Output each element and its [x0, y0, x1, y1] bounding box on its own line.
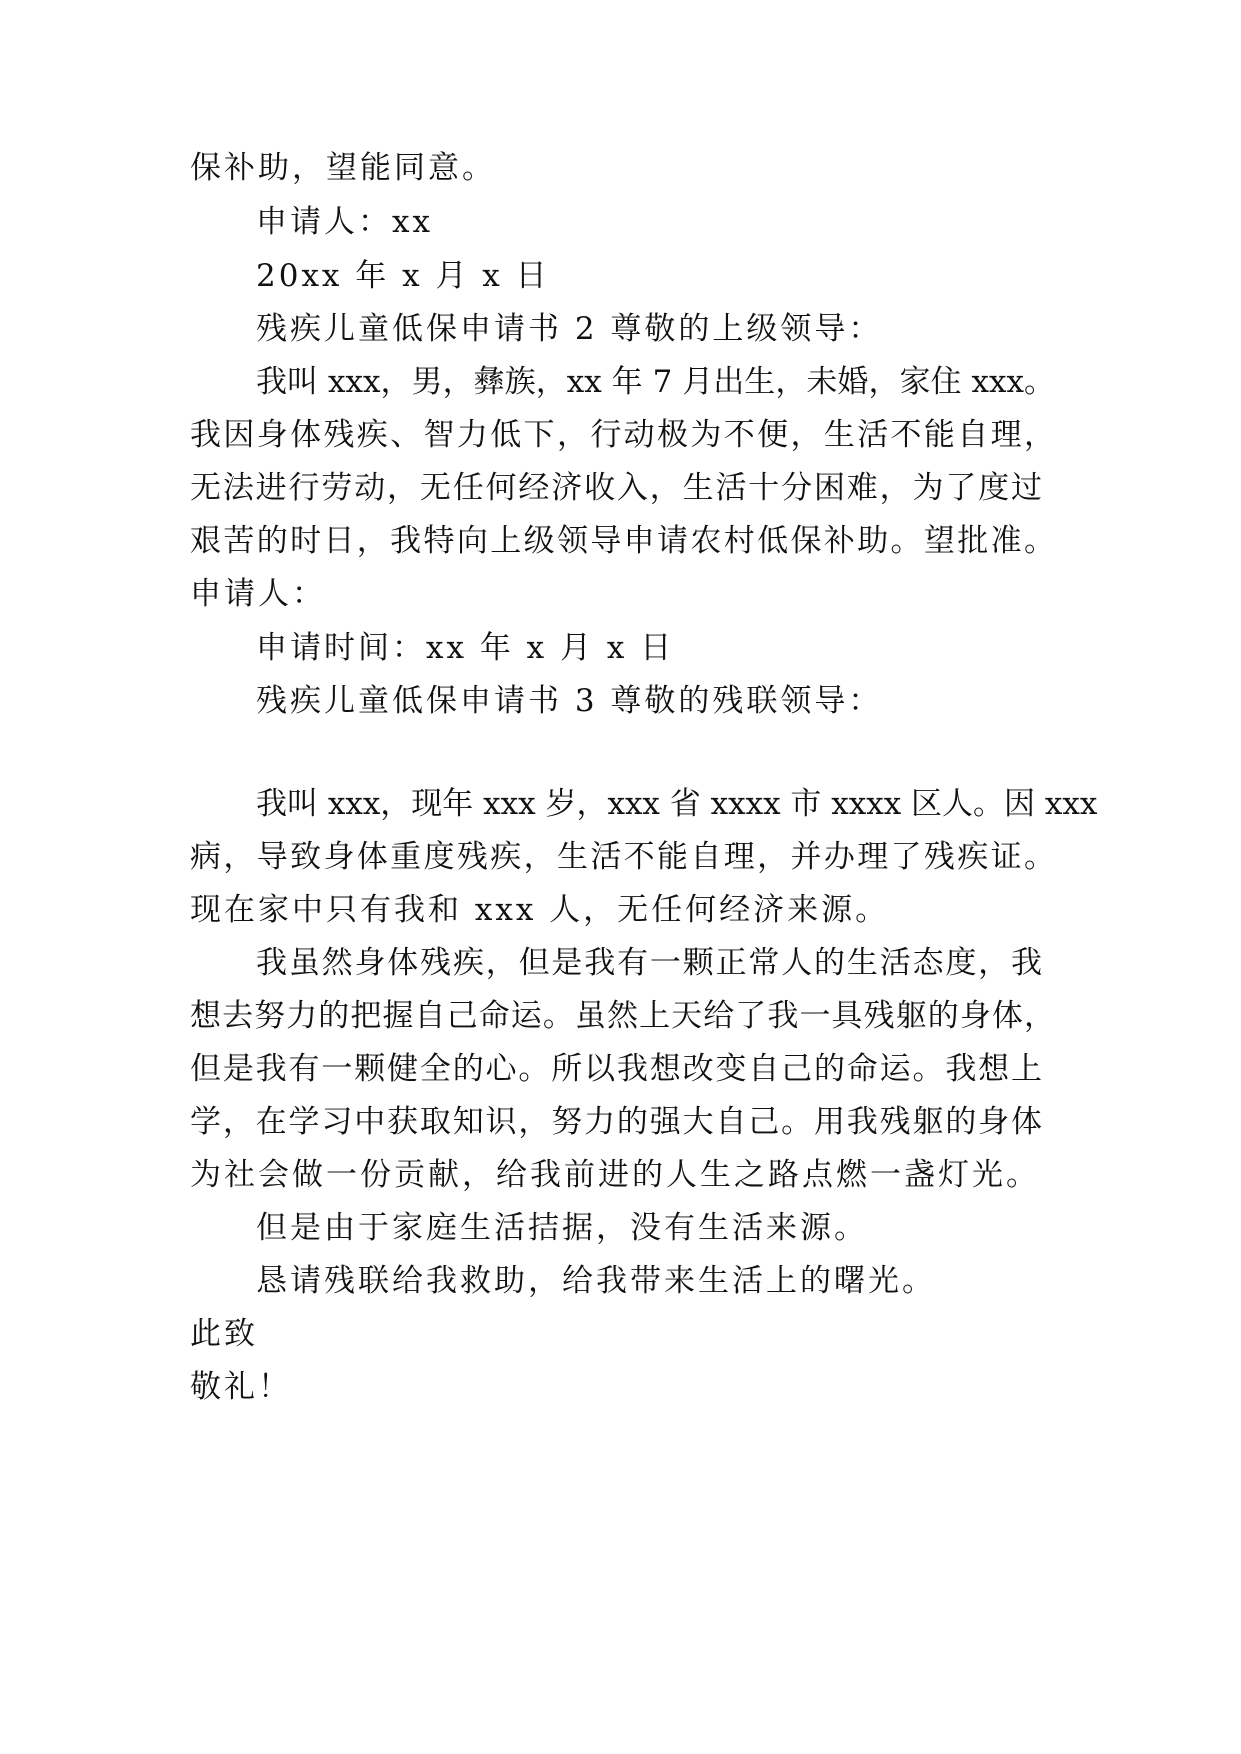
- closing-salutation: 敬礼！: [190, 1369, 292, 1405]
- text-line: 恳请残联给我救助，给我带来生活上的曙光。: [256, 1263, 936, 1299]
- closing-line: 此致: [190, 1316, 258, 1352]
- text-line: 申请时间：xx 年 x 月 x 日: [256, 630, 675, 666]
- section-heading: 残疾儿童低保申请书 3 尊敬的残联领导：: [256, 683, 883, 719]
- text-line: 无法进行劳动，无任何经济收入，生活十分困难，为了度过: [190, 470, 1042, 506]
- text-line: 学，在学习中获取知识，努力的强大自己。用我残躯的身体: [190, 1104, 1042, 1140]
- text-line: 申请人：xx: [256, 204, 433, 240]
- text-line: 保补助，望能同意。: [190, 150, 496, 186]
- text-line: 我虽然身体残疾，但是我有一颗正常人的生活态度，我: [256, 945, 1042, 981]
- section-heading: 残疾儿童低保申请书 2 尊敬的上级领导：: [256, 311, 883, 347]
- text-line: 但是由于家庭生活拮据，没有生活来源。: [256, 1210, 868, 1246]
- text-line: 想去努力的把握自己命运。虽然上天给了我一具残躯的身体，: [190, 998, 1055, 1034]
- text-line: 病，导致身体重度残疾，生活不能自理，并办理了残疾证。: [190, 839, 1055, 875]
- text-line: 现在家中只有我和 xxx 人，无任何经济来源。: [190, 892, 890, 928]
- text-line: 艰苦的时日，我特向上级领导申请农村低保补助。望批准。: [190, 523, 1055, 559]
- text-line: 但是我有一颗健全的心。所以我想改变自己的命运。我想上: [190, 1051, 1042, 1087]
- text-line: 我叫 xxx，现年 xxx 岁，xxx 省 xxxx 市 xxxx 区人。因 xxx: [256, 786, 1098, 822]
- text-line: 我因身体残疾、智力低下，行动极为不便，生活不能自理，: [190, 417, 1055, 453]
- text-line: 为社会做一份贡献，给我前进的人生之路点燃一盏灯光。: [190, 1157, 1040, 1193]
- text-line: 20xx 年 x 月 x 日: [256, 258, 550, 294]
- text-line: 申请人：: [190, 576, 326, 612]
- text-line: 我叫 xxx，男，彝族，xx 年 7 月出生，未婚，家住 xxx。: [256, 364, 1055, 400]
